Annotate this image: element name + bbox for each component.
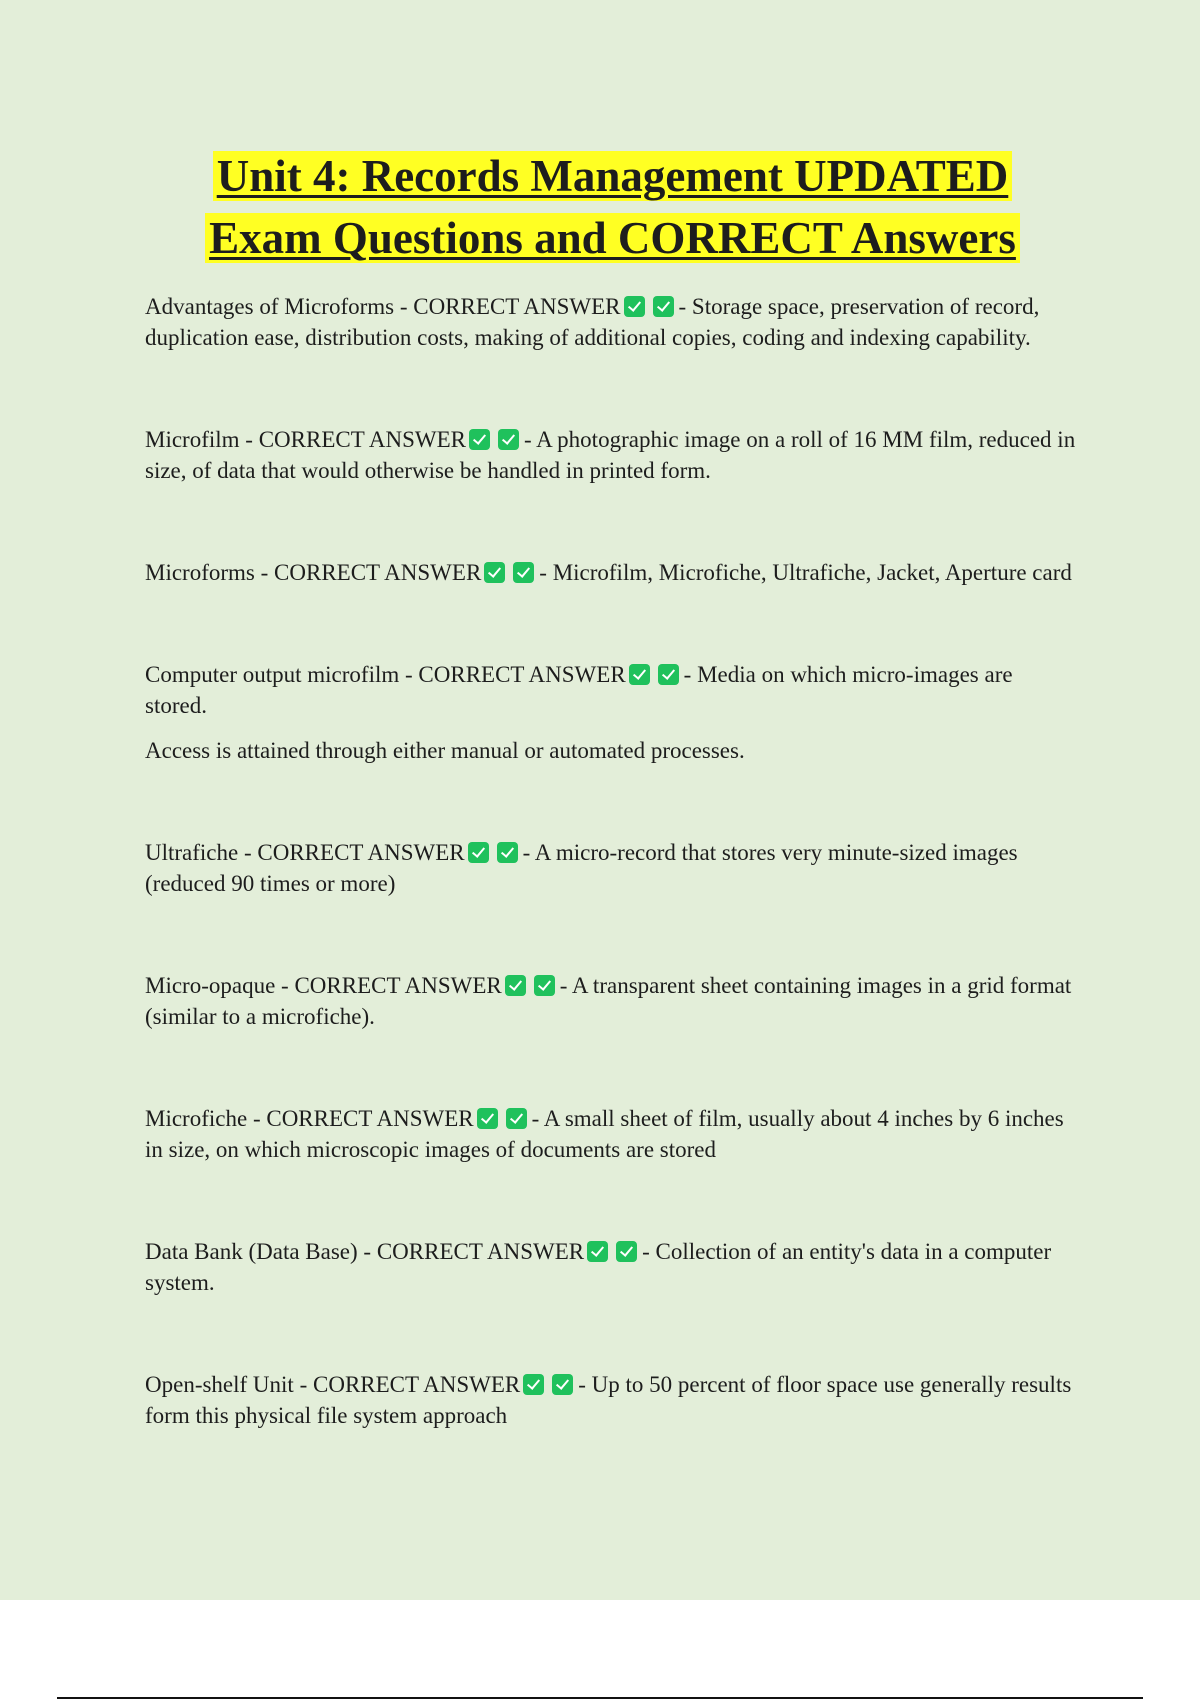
qa-list <box>145 291 1080 1431</box>
entry-answer: - A small sheet of film, usually about 4 inches by 6 inches in size, on which microscopic images of documents are stored <box>145 1106 1064 1162</box>
entry-term: Microfilm <box>145 427 240 452</box>
check-icon <box>468 842 489 863</box>
qa-entry <box>145 291 1080 353</box>
entry-term: Ultrafiche <box>145 840 239 865</box>
check-icon <box>497 842 518 863</box>
title-line-1: Unit 4: Records Management UPDATED <box>213 151 1013 201</box>
check-icon <box>587 1241 608 1262</box>
correct-answer-label: - CORRECT ANSWER <box>394 294 621 319</box>
entry-term: Advantages of Microforms <box>145 294 395 319</box>
correct-answer-label: - CORRECT ANSWER <box>399 662 626 687</box>
qa-line <box>145 1103 1080 1165</box>
qa-line <box>145 659 1080 721</box>
check-icon <box>534 975 555 996</box>
qa-line <box>145 557 1080 588</box>
entry-answer: - Up to 50 percent of floor space use generally results form this physical file system approach <box>145 1372 1072 1428</box>
check-icon <box>505 975 526 996</box>
entry-answer: - A photographic image on a roll of 16 MM film, reduced in size, of data that would otherwise be handled in printed form. <box>145 427 1076 483</box>
document-title <box>145 145 1080 269</box>
entry-spacer <box>145 1032 1080 1103</box>
check-icon <box>484 562 505 583</box>
check-icon <box>658 664 679 685</box>
qa-entry <box>145 837 1080 899</box>
qa-entry <box>145 557 1080 588</box>
check-icon <box>513 562 534 583</box>
footer-divider <box>57 1697 1143 1699</box>
entry-term: Data Bank (Data Base) <box>145 1239 358 1264</box>
entry-spacer <box>145 353 1080 424</box>
entry-answer: - Microfilm, Microfiche, Ultrafiche, Jacket, Aperture card <box>539 560 1072 585</box>
entry-spacer <box>145 899 1080 970</box>
qa-line <box>145 1236 1080 1298</box>
correct-answer-label: - CORRECT ANSWER <box>247 1106 474 1131</box>
entry-spacer <box>145 766 1080 837</box>
entry-spacer <box>145 1298 1080 1369</box>
entry-spacer <box>145 486 1080 557</box>
correct-answer-label: - CORRECT ANSWER <box>293 1372 521 1397</box>
entry-term: Microfiche <box>145 1106 248 1131</box>
correct-answer-label: - CORRECT ANSWER <box>239 427 466 452</box>
check-icon <box>616 1241 637 1262</box>
entry-term: Computer output microfilm <box>145 662 400 687</box>
qa-line <box>145 837 1080 899</box>
qa-entry <box>145 659 1080 766</box>
entry-term: Micro-opaque <box>145 973 276 998</box>
qa-entry <box>145 1103 1080 1165</box>
qa-line <box>145 970 1080 1032</box>
entry-answer: - Media on which micro-images are stored. <box>145 662 1013 718</box>
correct-answer-label: - CORRECT ANSWER <box>238 840 465 865</box>
qa-entry <box>145 970 1080 1032</box>
entry-spacer <box>145 588 1080 659</box>
title-line-2: Exam Questions and CORRECT Answers <box>205 213 1020 263</box>
qa-entry <box>145 424 1080 486</box>
entry-answer: - Collection of an entity's data in a computer system. <box>145 1239 1052 1295</box>
qa-line <box>145 1369 1080 1431</box>
correct-answer-label: - CORRECT ANSWER <box>357 1239 585 1264</box>
check-icon <box>523 1374 544 1395</box>
check-icon <box>629 664 650 685</box>
correct-answer-label: - CORRECT ANSWER <box>254 560 482 585</box>
qa-entry <box>145 1369 1080 1431</box>
entry-spacer <box>145 1165 1080 1236</box>
check-icon <box>477 1108 498 1129</box>
check-icon <box>552 1374 573 1395</box>
check-icon <box>498 429 519 450</box>
document-body <box>145 145 1080 1431</box>
qa-line <box>145 424 1080 486</box>
correct-answer-label: - CORRECT ANSWER <box>275 973 502 998</box>
entry-term: Microforms <box>145 560 255 585</box>
entry-answer: - A micro-record that stores very minute-sized images (reduced 90 times or more) <box>145 840 1018 896</box>
entry-answer: - Storage space, preservation of record, duplication ease, distribution costs, making of additional copies, coding and indexing capability. <box>145 294 1040 350</box>
check-icon <box>469 429 490 450</box>
check-icon <box>653 296 674 317</box>
check-icon <box>624 296 645 317</box>
entry-extra-note: Access is attained through either manual or automated processes. <box>145 738 745 763</box>
qa-line <box>145 291 1080 353</box>
entry-answer: - A transparent sheet containing images in a grid format (similar to a microfiche). <box>145 973 1072 1029</box>
check-icon <box>506 1108 527 1129</box>
entry-term: Open-shelf Unit <box>145 1372 294 1397</box>
qa-entry <box>145 1236 1080 1298</box>
